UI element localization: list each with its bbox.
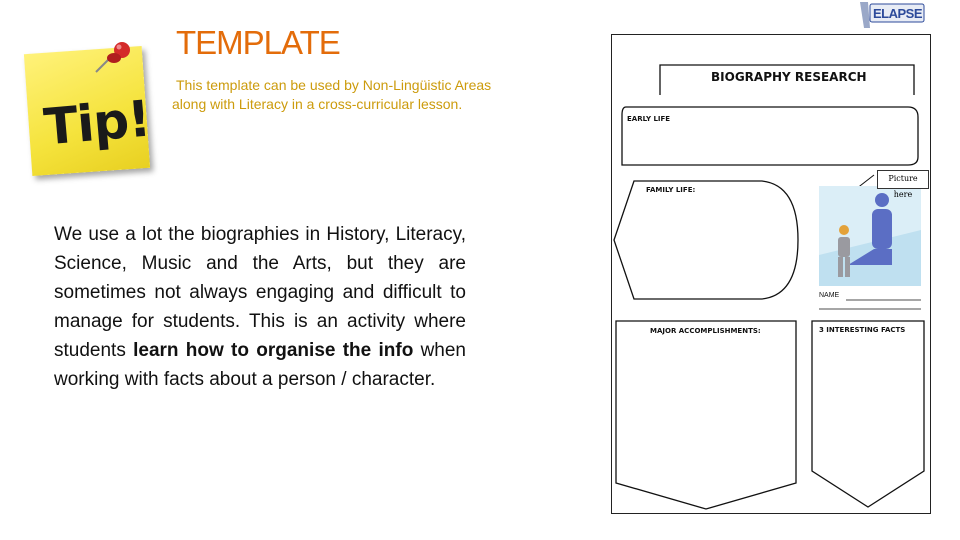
subtitle: This template can be used by Non-Lingüistic Areas along with Literacy in a cross-curricular lesson. xyxy=(172,77,492,112)
accomplishments-label: MAJOR ACCOMPLISHMENTS: xyxy=(650,327,761,335)
worksheet-frames xyxy=(612,35,930,513)
early-life-label: EARLY LIFE xyxy=(627,115,671,123)
logo-text: ELAPSE xyxy=(873,6,923,21)
body-text-bold: learn how to organise the info xyxy=(133,340,414,361)
pushpin-icon xyxy=(82,42,146,82)
tip-label: Tip! xyxy=(41,89,153,157)
family-life-label: FAMILY LIFE: xyxy=(646,186,696,194)
biography-worksheet xyxy=(611,34,931,514)
body-paragraph xyxy=(54,220,466,394)
facts-label: 3 INTERESTING FACTS xyxy=(819,326,906,334)
picture-label: Picture here xyxy=(877,170,929,189)
name-label: NAME xyxy=(819,292,840,299)
worksheet-title: BIOGRAPHY RESEARCH xyxy=(711,70,867,84)
body-text-part1: We use a lot the biographies in History, Literacy, Science, Music and the Arts, but they are sometimes not always engaging and difficult to manage for students. This is an activity where students xyxy=(54,224,466,361)
tip-sticky-note xyxy=(22,42,153,178)
page-title: TEMPLATE xyxy=(176,24,340,61)
body-text-part2: when working with facts about a person / character. xyxy=(54,340,467,390)
